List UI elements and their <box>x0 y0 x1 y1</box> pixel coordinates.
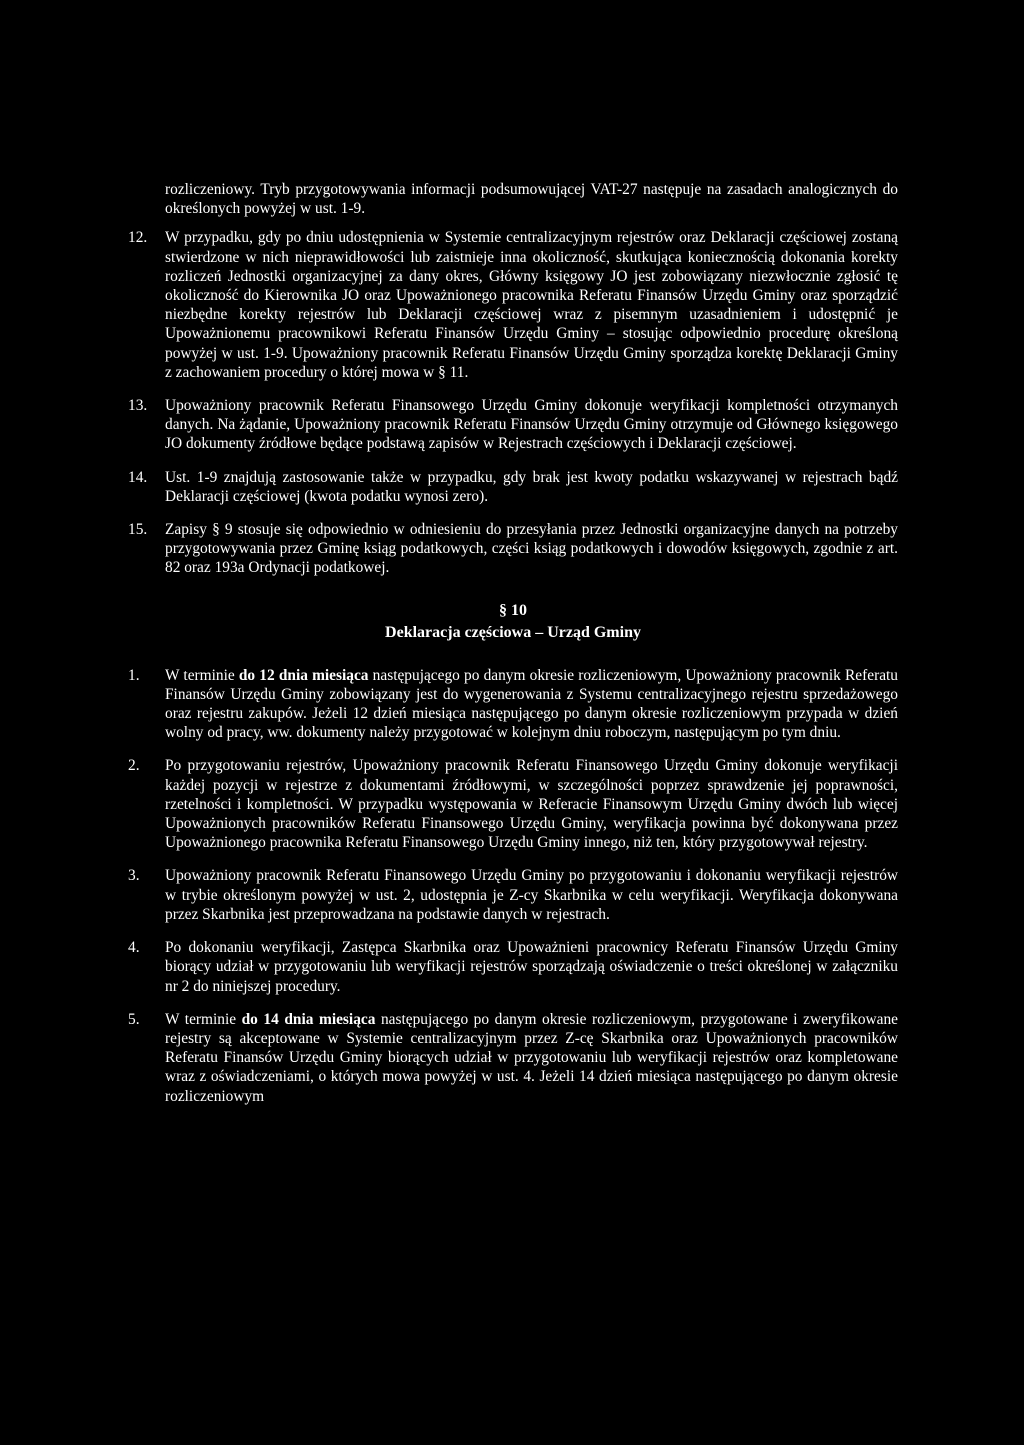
paragraph-item <box>128 396 898 454</box>
item-text-bold: do 12 dnia miesiąca <box>238 666 369 684</box>
item-number: 12. <box>128 229 148 247</box>
item-text-post: Upoważniony pracownik Referatu Finansowego Urzędu Gminy po przygotowaniu i dokonaniu weryfikacji rejestrów w trybie określonym powyżej w ust. 2, udostępnia je Z-cy Skarbnika w celu weryfikacji. Weryfikacja dokonywana przez Skarbnika jest przeprowadzana na podstawie danych w rejestrach. <box>165 867 898 923</box>
paragraph-item <box>128 756 898 852</box>
item-number: 5. <box>128 1010 140 1028</box>
paragraph-item <box>128 938 898 996</box>
item-text <box>165 666 898 743</box>
document-body <box>128 180 898 1120</box>
item-text: Zapisy § 9 stosuje się odpowiednio w odniesieniu do przesyłania przez Jednostki organizacyjne danych na potrzeby przygotowywania przez Gminę ksiąg podatkowych, części ksiąg podatkowych i dowodów księgowych, zgodnie z art. 82 oraz 193a Ordynacji podatkowej. <box>165 521 898 577</box>
item-number: 2. <box>128 757 140 775</box>
continuation-paragraph: rozliczeniowy. Tryb przygotowywania informacji podsumowującej VAT-27 następuje na zasadach analogicznych do określonych powyżej w ust. 1-9. <box>165 181 898 218</box>
item-text: Upoważniony pracownik Referatu Finansowego Urzędu Gminy dokonuje weryfikacji kompletności otrzymanych danych. Na żądanie, Upoważniony pracownik Referatu Finansów Urzędu Gminy otrzymuje od Głównego księgowego JO dokumenty źródłowe będące podstawą zapisów w Rejestrach częściowych i Deklaracji częściowej. <box>165 397 898 453</box>
paragraph-item <box>128 520 898 578</box>
item-number: 1. <box>128 666 140 684</box>
paragraph-item <box>128 666 898 743</box>
item-text <box>165 866 898 924</box>
item-text <box>165 756 898 852</box>
item-text-pre: W terminie <box>165 666 239 684</box>
item-text-post: Po dokonaniu weryfikacji, Zastępca Skarbnika oraz Upoważnieni pracownicy Referatu Finansów Urzędu Gminy biorący udział w przygotowaniu lub weryfikacji rejestrów sporządzają oświadczenie o treści określonej w załączniku nr 2 do niniejszej procedury. <box>165 939 898 995</box>
paragraph-item <box>128 228 898 382</box>
paragraph-item <box>128 866 898 924</box>
item-text-post: następującego po danym okresie rozliczeniowym, przygotowane i zweryfikowane rejestry są akceptowane w Systemie centralizacyjnym przez Z-cę Skarbnika oraz Upoważnionych pracowników Referatu Finansów Urzędu Gminy biorących udział w przygotowaniu lub weryfikacji rejestrów oraz kompletowane wraz z oświadczeniami, o których mowa powyżej w ust. 4. Jeżeli 14 dzień miesiąca następującego po danym okresie rozliczeniowym <box>165 1010 898 1105</box>
item-text-bold: do 14 dnia miesiąca <box>241 1010 376 1028</box>
item-number: 15. <box>128 521 148 539</box>
paragraph-item <box>128 1010 898 1106</box>
section-heading <box>128 600 898 644</box>
paragraph-item <box>128 468 898 506</box>
item-text: W przypadku, gdy po dniu udostępnienia w Systemie centralizacyjnym rejestrów oraz Deklaracji częściowej zostaną stwierdzone w nich nieprawidłowości lub zaistnieje inna okoliczność, skutkująca koniecznością dokonania korekty rozliczeń Jednostki organizacyjnej za dany okres, Główny księgowy JO jest zobowiązany niezwłocznie zgłosić tę okoliczność do Kierownika JO oraz Upoważnionego pracownika Referatu Finansów Urzędu Gminy oraz sporządzić niezbędne korekty rejestrów lub Deklaracji częściowej wraz z pisemnym uzasadnieniem i udostępnić je Upoważnionemu pracownikowi Referatu Finansów Urzędu Gminy – stosując odpowiednio procedurę określoną powyżej w ust. 1-9. Upoważniony pracownik Referatu Finansów Urzędu Gminy sporządza korektę Deklaracji Gminy z zachowaniem procedury o której mowa w § 11. <box>165 229 898 381</box>
item-text <box>165 1010 898 1106</box>
section-title: Deklaracja częściowa – Urząd Gminy <box>385 623 641 641</box>
item-number: 4. <box>128 939 140 957</box>
item-text-pre: W terminie <box>165 1010 242 1028</box>
item-number: 13. <box>128 397 148 415</box>
item-text-post: następującego po danym okresie rozliczeniowym, Upoważniony pracownik Referatu Finansów Urzędu Gminy zobowiązany jest do wygenerowania z Systemu centralizacyjnego rejestru sprzedażowego oraz rejestru zakupów. Jeżeli 12 dzień miesiąca następującego po danym okresie rozliczeniowym przypada w dzień wolny od pracy, ww. dokumenty należy przygotować w kolejnym dniu roboczym, następującym po tym dniu. <box>165 666 898 742</box>
item-number: 14. <box>128 468 148 486</box>
item-text-post: Po przygotowaniu rejestrów, Upoważniony pracownik Referatu Finansowego Urzędu Gminy dokonuje weryfikacji każdej pozycji w rejestrze z dokumentami źródłowymi, w szczególności poprzez sprawdzenie jej poprawności, rzetelności i kompletności. W przypadku występowania w Referacie Finansowym Urzędu Gminy dwóch lub więcej Upoważnionych pracowników Referatu Finansowego Urzędu Gminy, weryfikacja powinna być dokonywana przez Upoważnionego pracownika Referatu Finansowego Urzędu Gminy innego, niż ten, który przygotowywał rejestry. <box>165 757 898 852</box>
item-text: Ust. 1-9 znajdują zastosowanie także w przypadku, gdy brak jest kwoty podatku wskazywanej w rejestrach bądź Deklaracji częściowej (kwota podatku wynosi zero). <box>165 468 898 505</box>
item-text <box>165 938 898 996</box>
section-number: § 10 <box>499 601 527 619</box>
item-number: 3. <box>128 867 140 885</box>
